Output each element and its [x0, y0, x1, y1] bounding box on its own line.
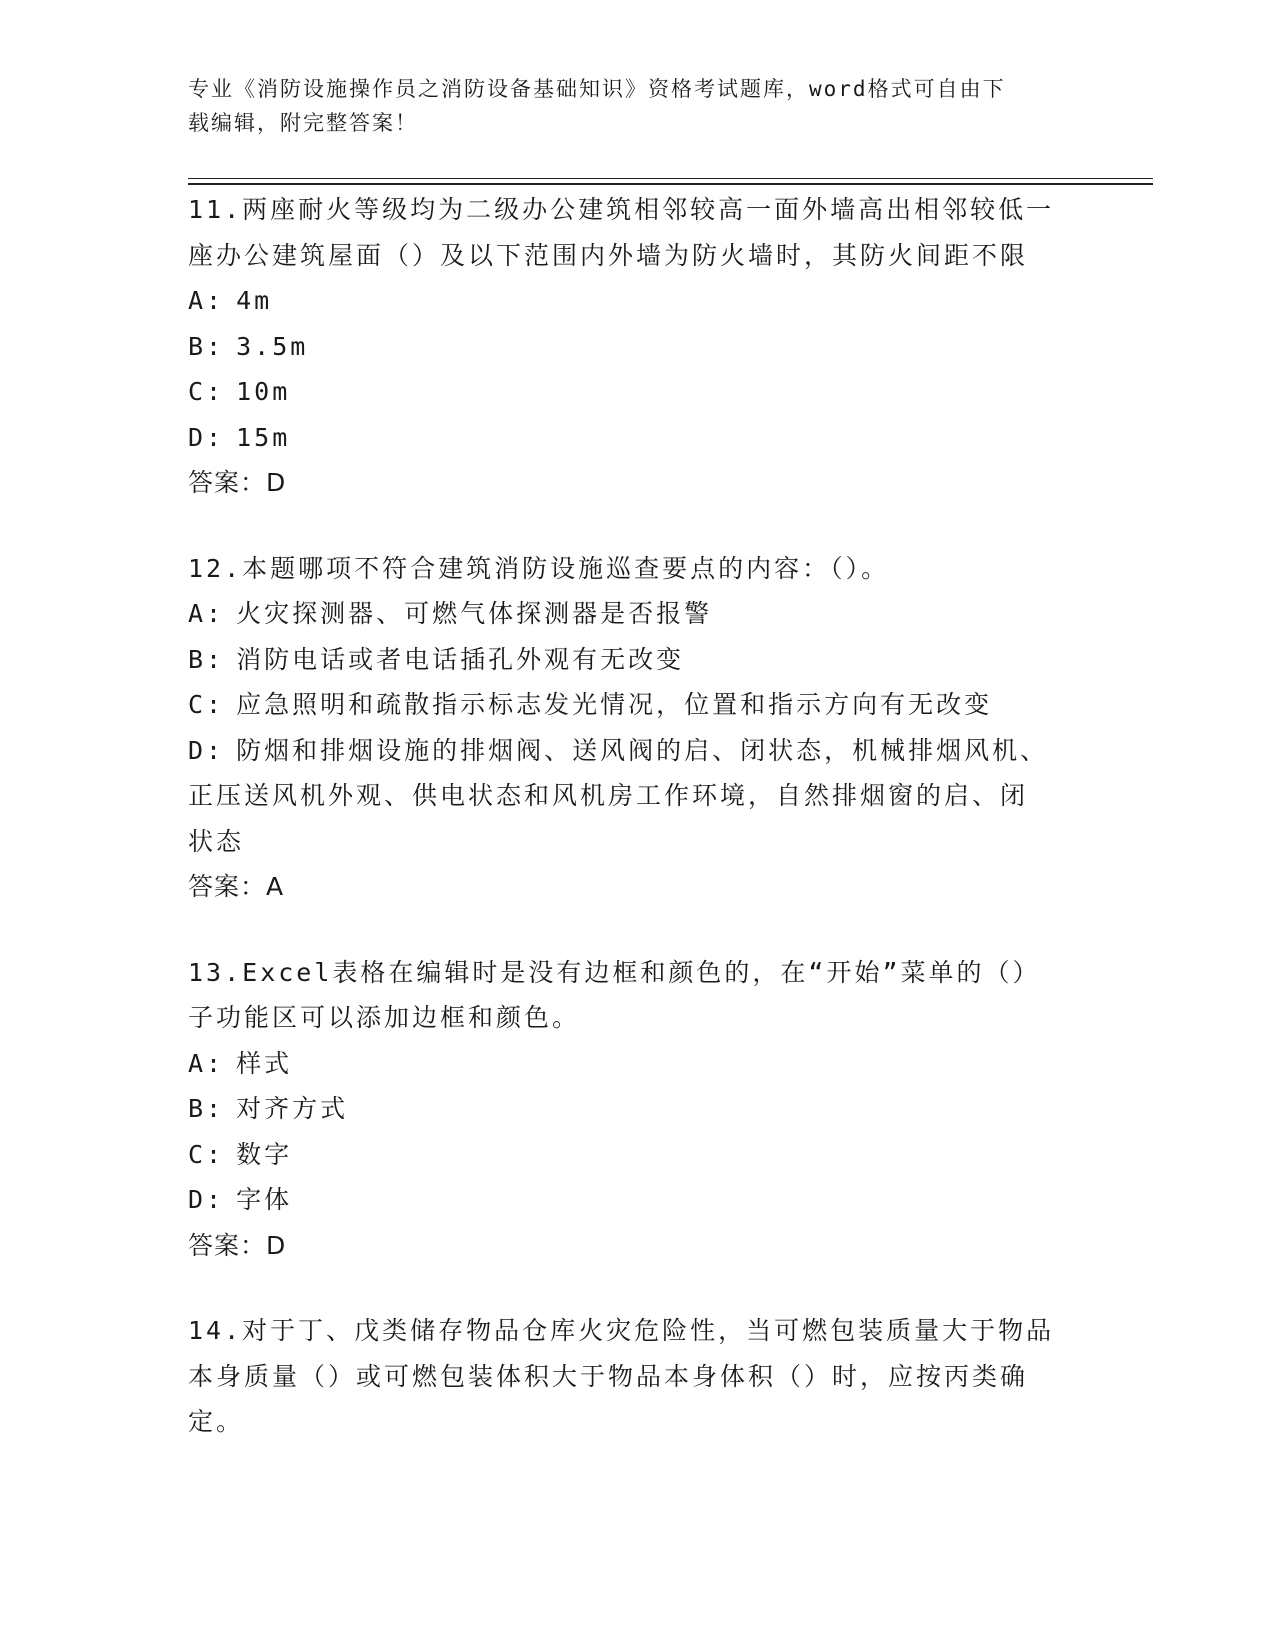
option-text: 样式: [236, 1048, 293, 1078]
option-letter: C:: [188, 690, 225, 719]
question-block: [188, 1308, 1088, 1445]
option-item: [188, 324, 1088, 370]
option-letter: A:: [188, 286, 225, 315]
option-item: [188, 1041, 1088, 1087]
header-divider-thick: [188, 183, 1153, 185]
option-text: 数字: [236, 1139, 293, 1169]
option-text: 正压送风机外观、供电状态和风机房工作环境，自然排烟窗的启、闭: [188, 781, 1029, 810]
header-line-1: 专业《消防设施操作员之消防设备基础知识》资格考试题库，word格式可自由下: [188, 77, 1006, 101]
question-text: 本身质量（）或可燃包装体积大于物品本身体积（）时，应按丙类确: [188, 1361, 1029, 1391]
option-item: [188, 591, 1088, 637]
option-item: [188, 1177, 1088, 1223]
option-letter: C:: [188, 1139, 225, 1169]
option-text: 4m: [236, 286, 273, 315]
answer-line: 答案：A: [188, 872, 285, 901]
question-block: [188, 546, 1088, 910]
question-text: 12.本题哪项不符合建筑消防设施巡查要点的内容：（）。: [188, 553, 890, 583]
option-letter: A:: [188, 1048, 225, 1078]
option-letter: B:: [188, 331, 225, 361]
option-item: [188, 278, 1088, 324]
option-letter: D:: [188, 422, 225, 452]
option-item: [188, 1086, 1088, 1132]
option-letter: B:: [188, 644, 225, 674]
option-text: 对齐方式: [236, 1094, 349, 1123]
option-letter: B:: [188, 1094, 225, 1123]
option-text: 10m: [236, 377, 291, 406]
option-item: [188, 1132, 1088, 1178]
question-block: [188, 950, 1088, 1269]
answer-line: 答案：D: [188, 1230, 287, 1260]
header-divider-thin: [188, 178, 1153, 179]
question-text: 座办公建筑屋面（）及以下范围内外墙为防火墙时，其防火间距不限: [188, 240, 1029, 270]
question-text: 11.两座耐火等级均为二级办公建筑相邻较高一面外墙高出相邻较低一: [188, 195, 1055, 224]
option-text: 应急照明和疏散指示标志发光情况，位置和指示方向有无改变: [236, 690, 993, 719]
option-text: 15m: [236, 422, 291, 452]
option-text: 火灾探测器、可燃气体探测器是否报警: [236, 599, 713, 628]
option-item: [188, 415, 1088, 461]
option-text: 字体: [236, 1185, 293, 1214]
option-text: 防烟和排烟设施的排烟阀、送风阀的启、闭状态，机械排烟风机、: [236, 735, 1049, 765]
option-item: [188, 682, 1088, 728]
option-letter: D:: [188, 735, 225, 765]
option-letter: A:: [188, 599, 225, 628]
question-text: 13.Excel表格在编辑时是没有边框和颜色的，在“开始”菜单的（）: [188, 957, 1041, 987]
option-letter: C:: [188, 377, 225, 406]
option-item: [188, 773, 1088, 819]
option-item: [188, 369, 1088, 415]
option-item: [188, 728, 1088, 774]
answer-line: 答案：D: [188, 468, 287, 497]
question-block: [188, 187, 1088, 506]
option-item: [188, 637, 1088, 683]
option-text: 状态: [188, 826, 245, 856]
document-header: [188, 72, 1068, 140]
option-text: 3.5m: [236, 331, 309, 361]
option-letter: D:: [188, 1185, 225, 1214]
question-text: 定。: [188, 1407, 245, 1436]
option-item: [188, 819, 1088, 865]
question-list: [188, 187, 1088, 1485]
header-line-2: 载编辑，附完整答案！: [188, 111, 418, 135]
option-text: 消防电话或者电话插孔外观有无改变: [236, 644, 685, 674]
question-text: 子功能区可以添加边框和颜色。: [188, 1003, 581, 1032]
question-text: 14.对于丁、戊类储存物品仓库火灾危险性，当可燃包装质量大于物品: [188, 1316, 1055, 1345]
